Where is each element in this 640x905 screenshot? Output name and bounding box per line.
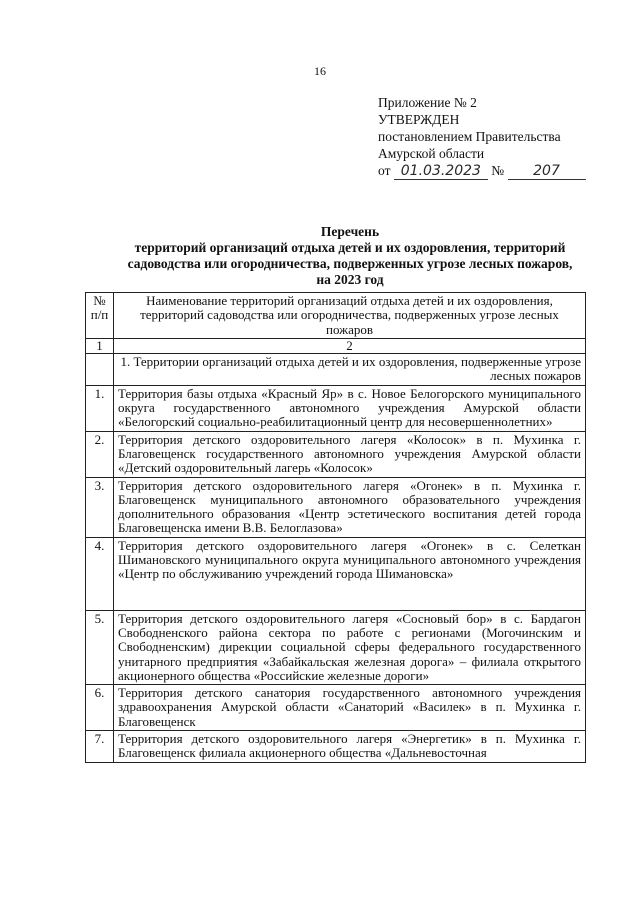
row-number: 2. bbox=[86, 431, 114, 477]
row-text: Территория детского оздоровительного лагеря «Энергетик» в п. Мухинка г. Благовещенск филиала акционерного общества «Дальневосточная bbox=[114, 731, 586, 763]
table-row bbox=[86, 431, 586, 477]
col-num-header: № п/п bbox=[86, 293, 114, 339]
title-line-4: на 2023 год bbox=[316, 272, 384, 287]
table-header-row bbox=[86, 293, 586, 339]
approval-date-line bbox=[378, 162, 608, 180]
handwritten-date: 01.03.2023 bbox=[394, 164, 488, 180]
row-text: Территория детского оздоровительного лагеря «Сосновый бор» в с. Бардагон Свободненского района сектора по работе с регионами (Могочинским и Свободненским) дирекции социальной сферы федерального государственного унитарного предприятия «Забайкальская железная дорога» – филиала открытого акционерного общества «Российские железные дороги» bbox=[114, 610, 586, 684]
col-num-index: 1 bbox=[86, 338, 114, 353]
section-title: 1. Территории организаций отдыха детей и их оздоровления, подверженные угрозе лесных пожаров bbox=[114, 354, 586, 386]
table-row bbox=[86, 477, 586, 537]
row-number: 7. bbox=[86, 731, 114, 763]
row-text: Территория детского оздоровительного лагеря «Огонек» в с. Селеткан Шимановского муниципального округа муниципального автономного учреждения «Центр по обслуживанию учреждений города Шимановска» bbox=[114, 537, 586, 610]
row-number: 5. bbox=[86, 610, 114, 684]
col-name-header: Наименование территорий организаций отдыха детей и их оздоровления, территорий садоводства или огородничества, подверженных угрозе лесных пожаров bbox=[114, 293, 586, 339]
page-number: 16 bbox=[314, 64, 326, 78]
approval-line-decree: постановлением Правительства bbox=[378, 129, 561, 144]
number-sign: № bbox=[491, 163, 505, 178]
col-name-index: 2 bbox=[114, 338, 586, 353]
approval-line-region: Амурской области bbox=[378, 146, 485, 161]
row-text: Территория детского оздоровительного лагеря «Огонек» в п. Мухинка г. Благовещенск муниципального автономного образовательного учреждения дополнительного образования «Центр эстетического воспитания детей города Благовещенска имени В.В. Белоглазова» bbox=[114, 477, 586, 537]
document-title bbox=[100, 224, 600, 288]
row-text: Территория базы отдыха «Красный Яр» в с. Новое Белогорского муниципального округа государственного автономного учреждения Амурской области «Белогорский социально-реабилитационный центр для несовершеннолетних» bbox=[114, 385, 586, 431]
table-row bbox=[86, 385, 586, 431]
approval-line-appendix: Приложение № 2 bbox=[378, 95, 477, 110]
table-index-row bbox=[86, 338, 586, 353]
title-line-3: садоводства или огородничества, подверженных угрозе лесных пожаров, bbox=[127, 256, 573, 271]
table-row bbox=[86, 537, 586, 610]
table-row bbox=[86, 731, 586, 763]
row-number: 6. bbox=[86, 685, 114, 731]
title-line-1: Перечень bbox=[320, 224, 380, 239]
approval-line-approved: УТВЕРЖДЕН bbox=[378, 112, 460, 127]
territories-table bbox=[85, 292, 586, 763]
approval-stamp bbox=[378, 94, 608, 180]
row-text: Территория детского оздоровительного лагеря «Колосок» в п. Мухинка г. Благовещенск государственного автономного учреждения Амурской области «Детский оздоровительный лагерь «Колосок» bbox=[114, 431, 586, 477]
section-num-cell bbox=[86, 354, 114, 386]
table-row bbox=[86, 610, 586, 684]
row-text: Территория детского санатория государственного автономного учреждения здравоохранения Амурской области «Санаторий «Василек» в п. Мухинка г. Благовещенск bbox=[114, 685, 586, 731]
section-row bbox=[86, 354, 586, 386]
row-number: 1. bbox=[86, 385, 114, 431]
title-line-2: территорий организаций отдыха детей и их оздоровления, территорий bbox=[134, 240, 566, 255]
date-prefix: от bbox=[378, 163, 391, 178]
row-number: 3. bbox=[86, 477, 114, 537]
handwritten-number: 207 bbox=[508, 164, 586, 180]
row-number: 4. bbox=[86, 537, 114, 610]
table-row bbox=[86, 685, 586, 731]
